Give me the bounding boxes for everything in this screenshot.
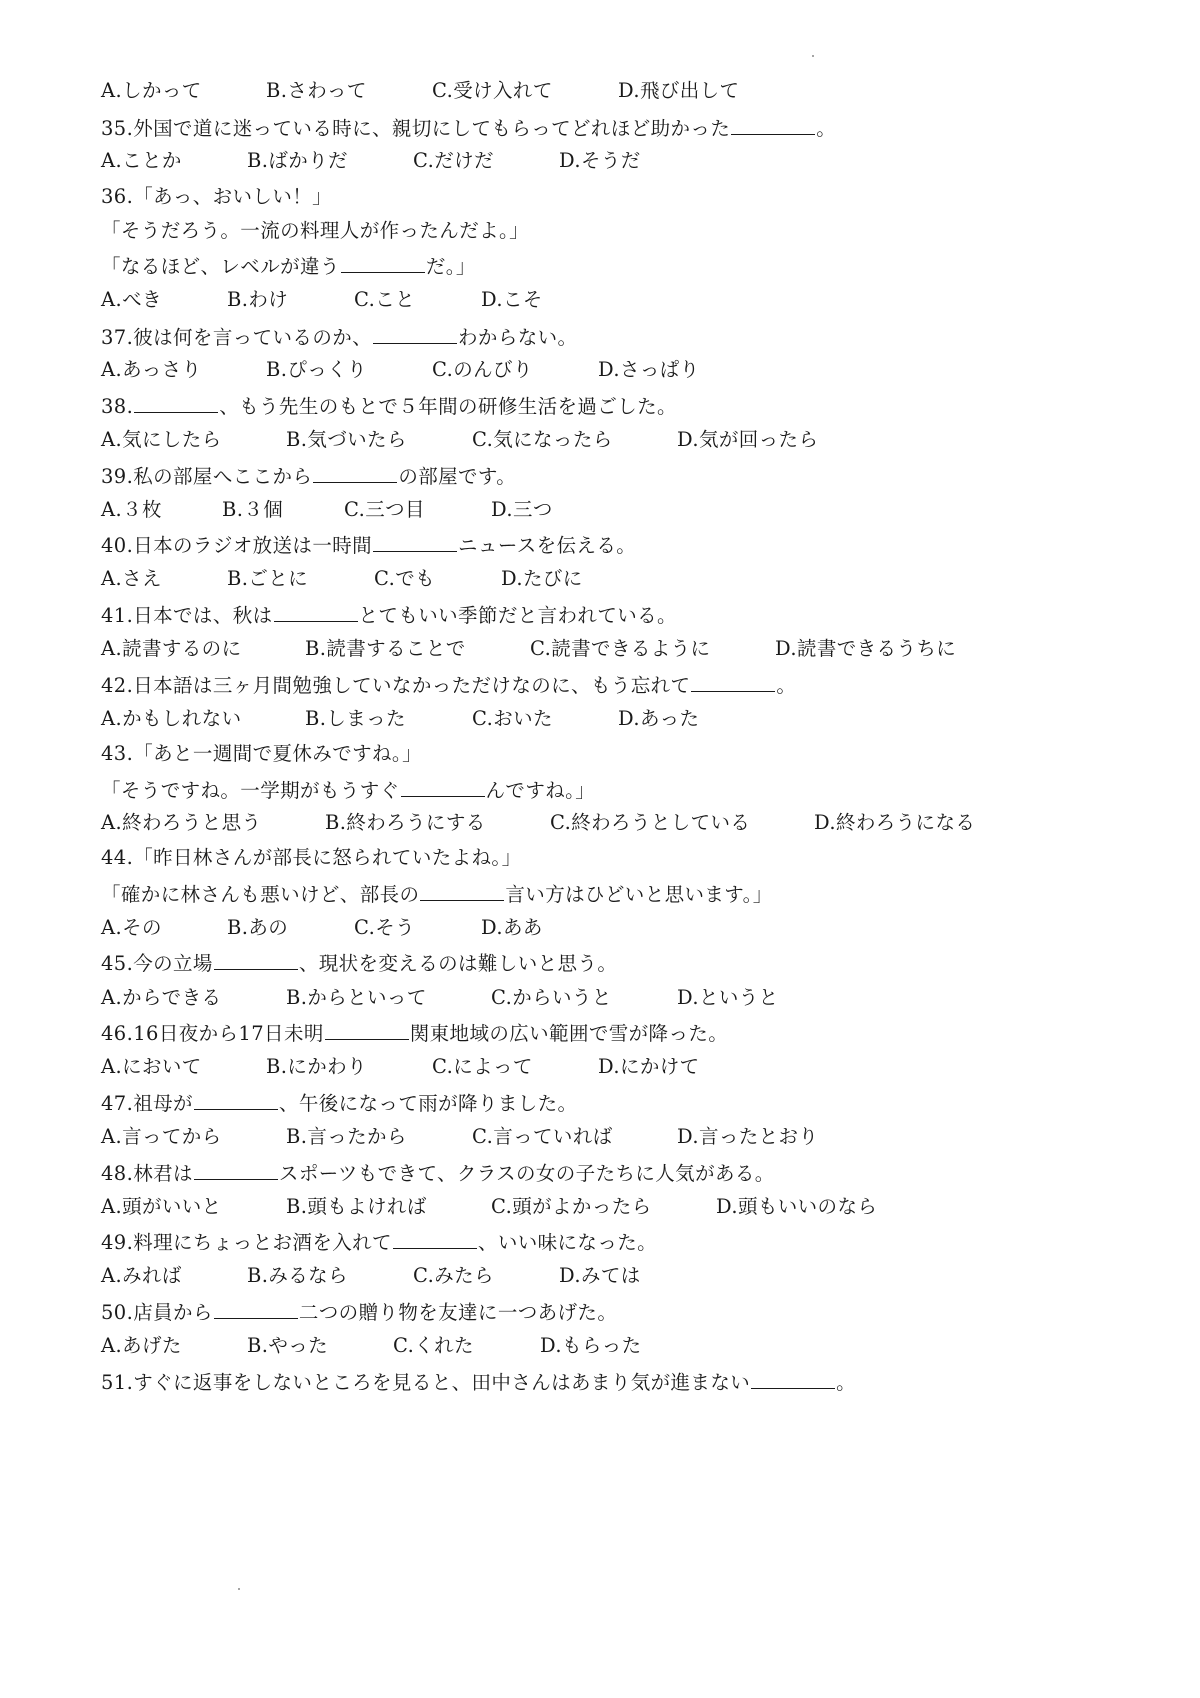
option-a: A.３枚 (101, 498, 162, 521)
stem-text: 、現状を変えるのは難しいと思う。 (298, 952, 618, 975)
option-d: D.ああ (481, 916, 543, 939)
question-number: 39. (101, 465, 134, 488)
option-b: B.３個 (222, 498, 284, 521)
answer-blank (751, 1369, 835, 1389)
option-c: C.三つ目 (344, 498, 425, 521)
option-d: D.そうだ (559, 149, 641, 172)
option-a: A.頭がいいと (101, 1195, 222, 1218)
stem-text: 二つの贈り物を友達に一つあげた。 (298, 1301, 618, 1324)
stem-text: 今の立場 (133, 952, 213, 975)
option-a: A.しかって (101, 79, 202, 102)
stem-text: 、もう先生のもとで５年間の研修生活を過ごした。 (219, 395, 677, 418)
question-number: 43. (101, 742, 134, 765)
question-35 (101, 115, 836, 141)
option-b: B.あの (227, 916, 289, 939)
option-a: A.あげた (101, 1334, 182, 1357)
option-d: D.もらった (540, 1334, 642, 1357)
answer-blank (393, 1229, 477, 1249)
option-b: B.しまった (305, 707, 406, 730)
question-46 (101, 1020, 728, 1046)
stem-text: 「なるほど、レベルが違う (101, 255, 340, 278)
option-c: C.終わろうとしている (550, 811, 751, 834)
answer-blank (341, 253, 425, 273)
option-d: D.みては (559, 1264, 641, 1287)
option-c: C.でも (374, 567, 436, 590)
stem-text: すぐに返事をしないところを見ると、田中さんはあまり気が進まない (133, 1371, 751, 1394)
answer-blank (325, 1020, 409, 1040)
answer-blank (134, 393, 218, 413)
option-a: A.読書するのに (101, 637, 242, 660)
stem-text: ニュースを伝える。 (458, 534, 637, 557)
option-a: A.その (101, 916, 162, 939)
question-48 (101, 1160, 775, 1186)
question-36 (101, 185, 332, 209)
answer-blank (373, 532, 457, 552)
stem-text: 「そうですね。一学期がもうすぐ (101, 779, 400, 802)
answer-blank (401, 777, 485, 797)
stem-text: 「確かに林さんも悪いけど、部長の (101, 883, 420, 906)
question-number: 45. (101, 952, 134, 975)
stem-text: 店員から (133, 1301, 213, 1324)
stem-text: 「あっ、おいしい！」 (133, 185, 333, 208)
stem-text: わからない。 (458, 326, 578, 349)
option-a: A.かもしれない (101, 707, 242, 730)
question-45 (101, 950, 617, 976)
question-49 (101, 1229, 657, 1255)
option-a: A.終わろうと思う (101, 811, 262, 834)
question-43 (101, 742, 422, 766)
option-b: B.頭もよければ (286, 1195, 427, 1218)
option-d: D.言ったとおり (677, 1125, 819, 1148)
option-a: A.からできる (101, 986, 222, 1009)
option-c: C.によって (432, 1055, 533, 1078)
question-44 (101, 846, 521, 870)
option-a: A.べき (101, 288, 162, 311)
question-51 (101, 1369, 856, 1395)
option-d: D.終わろうになる (814, 811, 976, 834)
stem-text: 彼は何を言っているのか、 (133, 326, 373, 349)
option-c: C.気になったら (472, 428, 613, 451)
question-number: 50. (101, 1301, 134, 1324)
stem-text: の部屋です。 (398, 465, 517, 488)
option-c: C.読書できるように (530, 637, 711, 660)
question-number: 46. (101, 1022, 134, 1045)
option-d: D.こそ (481, 288, 543, 311)
question-37 (101, 324, 577, 350)
option-b: B.ばかりだ (247, 149, 348, 172)
option-b: B.読書することで (305, 637, 466, 660)
question-number: 49. (101, 1231, 134, 1254)
stem-text: 。 (776, 674, 797, 697)
question-39 (101, 463, 516, 489)
stem-text: 。 (816, 117, 837, 140)
option-c: C.のんびり (432, 358, 533, 381)
dialog-line (101, 253, 476, 279)
stem-text: 、いい味になった。 (477, 1231, 658, 1254)
stem-text: 関東地域の広い範囲で雪が降った。 (409, 1022, 729, 1045)
question-number: 40. (101, 534, 134, 557)
option-d: D.さっぱり (598, 358, 700, 381)
stem-text: 「あと一週間で夏休みですね。」 (133, 742, 422, 765)
stem-text: 「昨日林さんが部長に怒られていたよね。」 (133, 846, 522, 869)
question-number: 36. (101, 185, 134, 208)
option-b: B.ごとに (227, 567, 309, 590)
stem-text: 私の部屋へここから (133, 465, 313, 488)
option-d: D.にかけて (598, 1055, 700, 1078)
option-d: D.というと (677, 986, 779, 1009)
question-40 (101, 532, 636, 558)
question-41 (101, 602, 677, 628)
option-c: C.みたら (413, 1264, 494, 1287)
option-c: C.受け入れて (432, 79, 553, 102)
stem-text: 外国で道に迷っている時に、親切にしてもらってどれほど助かった (133, 117, 731, 140)
option-c: C.頭がよかったら (491, 1195, 652, 1218)
answer-blank (214, 1299, 298, 1319)
option-d: D.三つ (491, 498, 553, 521)
answer-blank (313, 463, 397, 483)
answer-blank (274, 602, 358, 622)
stem-text: 日本では、秋は (133, 604, 273, 627)
question-38 (101, 393, 677, 419)
option-b: B.言ったから (286, 1125, 407, 1148)
answer-blank (691, 672, 775, 692)
answer-blank (194, 1090, 278, 1110)
option-b: B.終わろうにする (325, 811, 486, 834)
answer-blank (373, 324, 457, 344)
option-c: C.こと (354, 288, 416, 311)
dialog-line (101, 219, 529, 243)
option-a: A.言ってから (101, 1125, 222, 1148)
stem-text: 16日夜から17日未明 (133, 1022, 324, 1045)
stem-text: 言い方はひどいと思います。」 (505, 883, 773, 906)
stem-text: 「そうだろう。一流の料理人が作ったんだよ。」 (101, 219, 530, 242)
option-d: D.頭もいいのなら (716, 1195, 878, 1218)
option-a: A.みれば (101, 1264, 182, 1287)
option-d: D.読書できるうちに (775, 637, 957, 660)
option-b: B.わけ (227, 288, 289, 311)
question-number: 37. (101, 326, 134, 349)
option-a: A.あっさり (101, 358, 202, 381)
stem-text: とてもいい季節だと言われている。 (358, 604, 677, 627)
question-number: 41. (101, 604, 134, 627)
option-a: A.さえ (101, 567, 162, 590)
stem-text: 日本語は三ヶ月間勉強していなかっただけなのに、もう忘れて (133, 674, 691, 697)
question-number: 35. (101, 117, 134, 140)
stem-text: 日本のラジオ放送は一時間 (133, 534, 373, 557)
option-c: C.言っていれば (472, 1125, 613, 1148)
answer-blank (420, 881, 504, 901)
option-c: C.からいうと (491, 986, 612, 1009)
option-b: B.ぴっくり (266, 358, 367, 381)
option-a: A.気にしたら (101, 428, 222, 451)
stem-text: 、午後になって雨が降りました。 (278, 1092, 578, 1115)
option-d: D.飛び出して (618, 79, 740, 102)
option-c: C.くれた (393, 1334, 474, 1357)
option-a: A.において (101, 1055, 202, 1078)
question-number: 51. (101, 1371, 134, 1394)
scan-speck (238, 1588, 240, 1590)
option-b: B.からといって (286, 986, 427, 1009)
option-d: D.気が回ったら (677, 428, 819, 451)
answer-blank (214, 950, 298, 970)
option-c: C.そう (354, 916, 416, 939)
stem-text: 林君は (133, 1162, 193, 1185)
dialog-line (101, 777, 595, 803)
option-b: B.にかわり (266, 1055, 367, 1078)
question-50 (101, 1299, 617, 1325)
option-c: C.おいた (472, 707, 553, 730)
answer-blank (194, 1160, 278, 1180)
option-b: B.気づいたら (286, 428, 407, 451)
stem-text: スポーツもできて、クラスの女の子たちに人気がある。 (278, 1162, 775, 1185)
scan-speck (812, 55, 814, 57)
question-number: 38. (101, 395, 134, 418)
stem-text: だ。」 (425, 255, 476, 278)
stem-text: 祖母が (133, 1092, 193, 1115)
question-47 (101, 1090, 577, 1116)
question-number: 42. (101, 674, 134, 697)
option-d: D.あった (618, 707, 700, 730)
question-number: 47. (101, 1092, 134, 1115)
question-42 (101, 672, 796, 698)
dialog-line (101, 881, 773, 907)
stem-text: んですね。」 (485, 779, 596, 802)
answer-blank (731, 115, 815, 135)
option-b: B.さわって (266, 79, 367, 102)
stem-text: 料理にちょっとお酒を入れて (133, 1231, 392, 1254)
option-b: B.みるなら (247, 1264, 348, 1287)
option-c: C.だけだ (413, 149, 494, 172)
question-number: 44. (101, 846, 134, 869)
stem-text: 。 (836, 1371, 857, 1394)
option-b: B.やった (247, 1334, 329, 1357)
option-a: A.ことか (101, 149, 182, 172)
question-number: 48. (101, 1162, 134, 1185)
option-d: D.たびに (501, 567, 583, 590)
